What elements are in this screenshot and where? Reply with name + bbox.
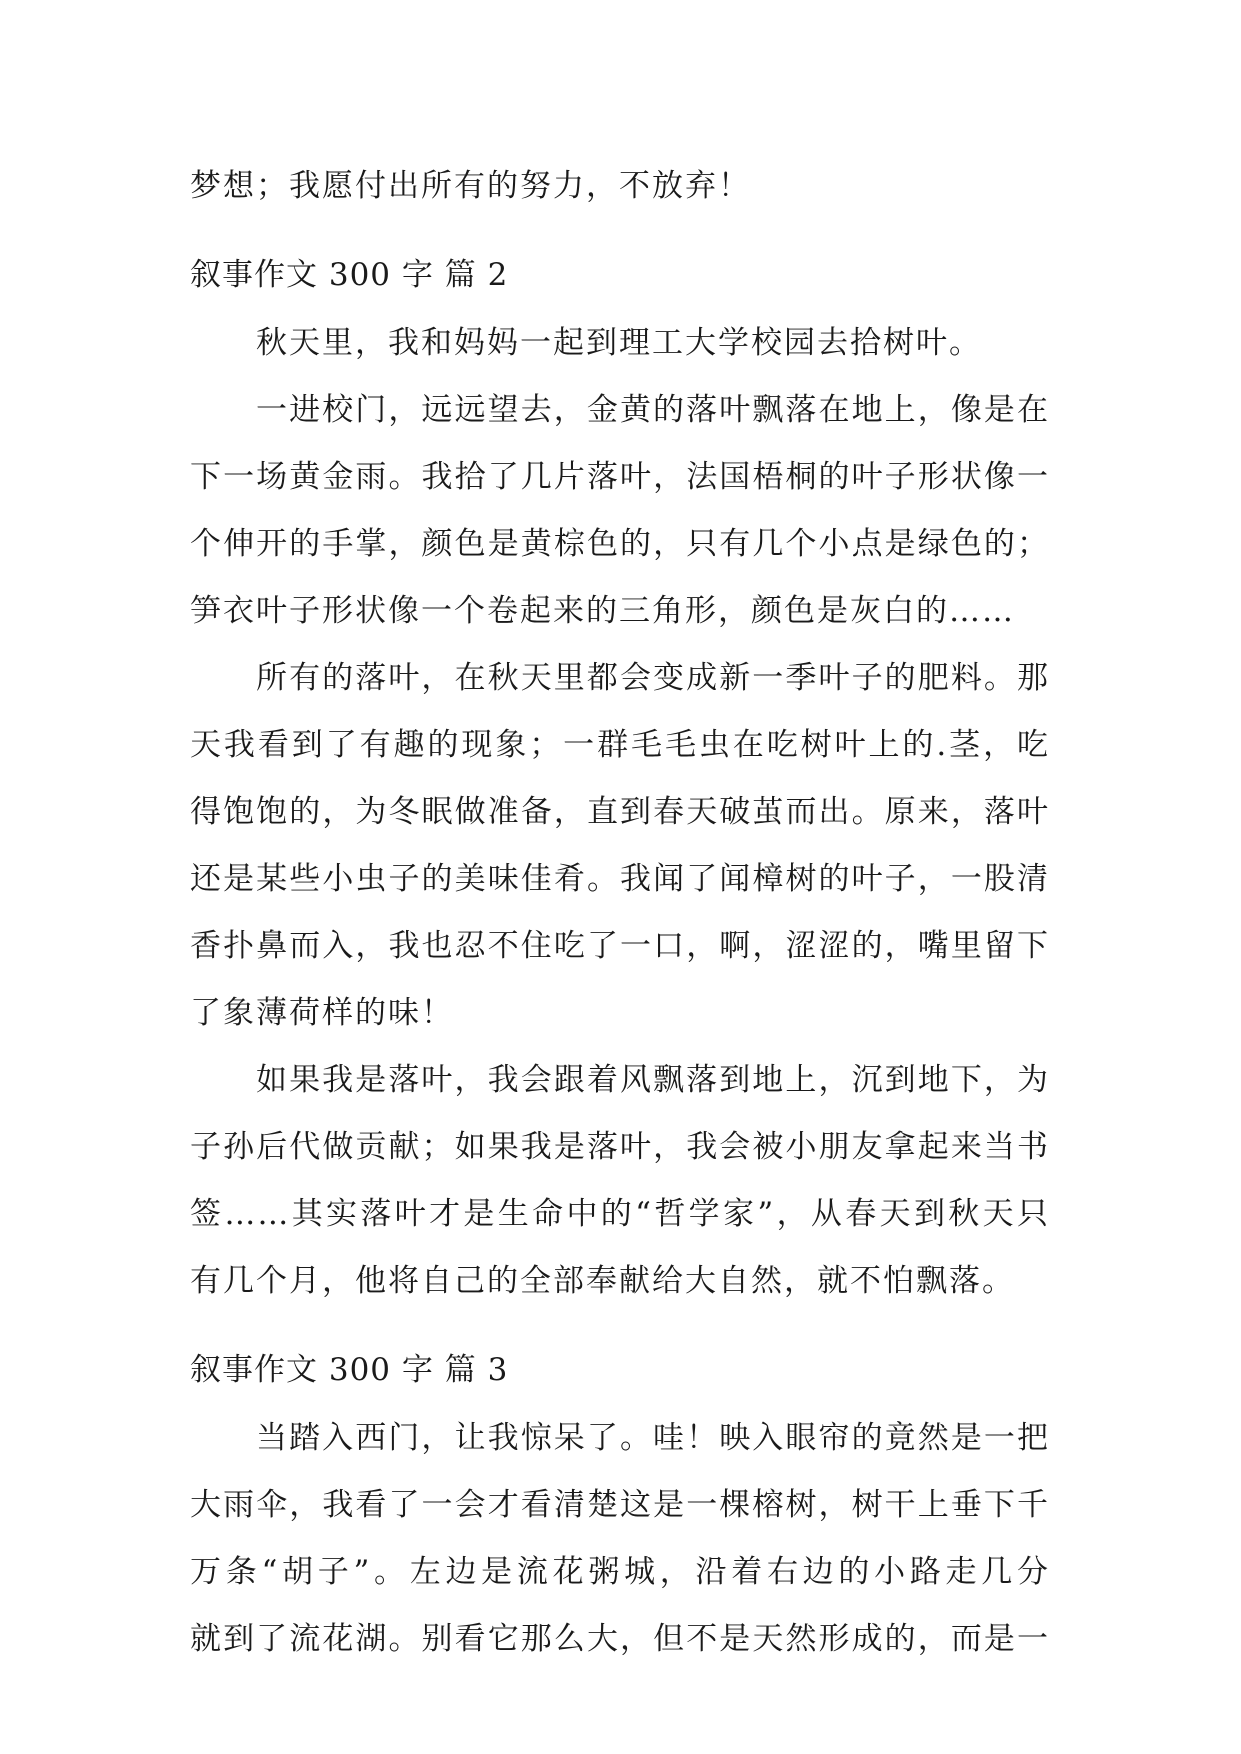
section-heading-2: 叙事作文 300 字 篇 2	[190, 257, 509, 293]
text-line: 签……其实落叶才是生命中的“哲学家”，从春天到秋天只	[190, 1196, 1050, 1232]
text-line: 所有的落叶，在秋天里都会变成新一季叶子的肥料。那	[256, 660, 1050, 696]
text-line: 大雨伞，我看了一会才看清楚这是一棵榕树，树干上垂下千	[190, 1487, 1050, 1523]
text-line: 万条“胡子”。左边是流花粥城，沿着右边的小路走几分	[190, 1554, 1050, 1590]
text-line: 下一场黄金雨。我拾了几片落叶，法国梧桐的叶子形状像一	[190, 459, 1050, 495]
text-line: 天我看到了有趣的现象；一群毛毛虫在吃树叶上的.茎，吃	[190, 727, 1050, 763]
text-line: 秋天里，我和妈妈一起到理工大学校园去拾树叶。	[256, 325, 982, 361]
section-heading-3: 叙事作文 300 字 篇 3	[190, 1352, 509, 1388]
text-line: 梦想；我愿付出所有的努力，不放弃！	[190, 168, 751, 204]
text-line: 当踏入西门，让我惊呆了。哇！映入眼帘的竟然是一把	[256, 1420, 1050, 1456]
text-line: 就到了流花湖。别看它那么大，但不是天然形成的，而是一	[190, 1621, 1050, 1657]
text-line: 如果我是落叶，我会跟着风飘落到地上，沉到地下，为	[256, 1062, 1050, 1098]
text-line: 子孙后代做贡献；如果我是落叶，我会被小朋友拿起来当书	[190, 1129, 1050, 1165]
text-line: 一进校门，远远望去，金黄的落叶飘落在地上，像是在	[256, 392, 1050, 428]
text-line: 得饱饱的，为冬眠做准备，直到春天破茧而出。原来，落叶	[190, 794, 1050, 830]
text-line: 香扑鼻而入，我也忍不住吃了一口，啊，涩涩的，嘴里留下	[190, 928, 1050, 964]
text-line: 个伸开的手掌，颜色是黄棕色的，只有几个小点是绿色的；	[190, 526, 1050, 562]
text-line: 了象薄荷样的味！	[190, 995, 454, 1031]
text-line: 笋衣叶子形状像一个卷起来的三角形，颜色是灰白的……	[190, 593, 1015, 629]
text-line: 还是某些小虫子的美味佳肴。我闻了闻樟树的叶子，一股清	[190, 861, 1050, 897]
text-line: 有几个月，他将自己的全部奉献给大自然，就不怕飘落。	[190, 1263, 1015, 1299]
